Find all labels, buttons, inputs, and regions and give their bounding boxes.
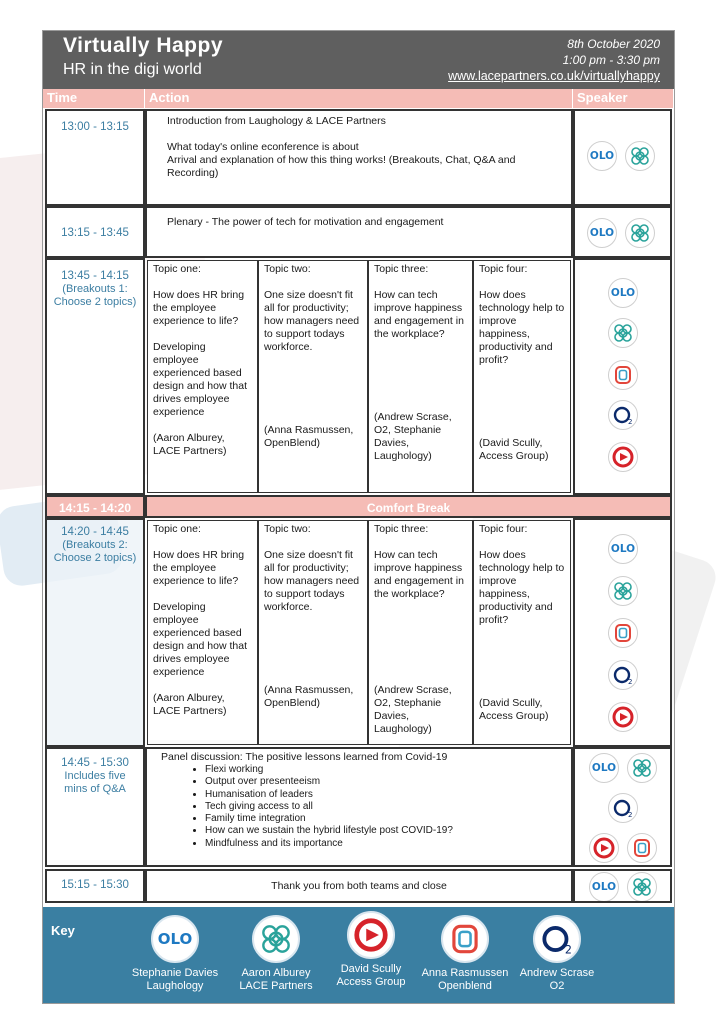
topic-label: Topic three: bbox=[374, 523, 429, 535]
time-cell bbox=[45, 258, 145, 495]
topic-speaker: (Aaron Alburey, LACE Partners) bbox=[153, 432, 227, 457]
lace-partners-logo bbox=[625, 218, 655, 248]
key-company-name: Laughology bbox=[146, 980, 204, 992]
list-item: • Family time integration bbox=[205, 813, 557, 825]
topic-question: How can tech improve happiness and engagement in the workplace? bbox=[374, 289, 464, 340]
intro-line: Introduction from Laughology & LACE Partners bbox=[167, 115, 386, 127]
time-cell bbox=[45, 518, 145, 747]
action-cell bbox=[145, 869, 573, 903]
topic-detail: Developing employee experienced based design and how that drives employee experience bbox=[153, 341, 247, 418]
topic-card bbox=[368, 520, 473, 745]
list-item: • Mindfulness and its importance bbox=[205, 838, 557, 850]
panel-note: Includes five mins of Q&A bbox=[64, 770, 126, 795]
topic-card bbox=[147, 520, 258, 745]
topic-label: Topic four: bbox=[479, 523, 528, 535]
access-group-logo bbox=[608, 442, 638, 472]
session-time: 13:00 - 13:15 bbox=[61, 121, 129, 133]
topic-speaker: (David Scully, Access Group) bbox=[479, 697, 549, 722]
o2-logo bbox=[608, 793, 638, 823]
topic-label: Topic one: bbox=[153, 523, 201, 535]
key-person-name: Aaron Alburey bbox=[241, 967, 311, 979]
event-date: 8th October 2020 bbox=[567, 37, 660, 51]
topic-label: Topic four: bbox=[479, 263, 528, 275]
topic-speaker: (David Scully, Access Group) bbox=[479, 437, 549, 462]
breakout-note: (Breakouts 2: Choose 2 topics) bbox=[53, 539, 137, 564]
laughology-logo: OLO bbox=[587, 141, 617, 171]
topic-card bbox=[258, 260, 368, 493]
key-item-laughology bbox=[125, 915, 225, 993]
svg-text:2: 2 bbox=[628, 418, 633, 426]
openblend-logo bbox=[608, 618, 638, 648]
laughology-logo: OLO bbox=[608, 278, 638, 308]
page-subtitle: HR in the digi world bbox=[63, 61, 202, 78]
key-person-name: David Scully bbox=[340, 963, 402, 975]
key-company-name: Openblend bbox=[438, 980, 492, 992]
intro-line: Arrival and explanation of how this thing works! (Breakouts, Chat, Q&A and Recording) bbox=[167, 154, 516, 179]
topic-speaker: (Andrew Scrase, O2, Stephanie Davies, Laughology) bbox=[374, 684, 452, 735]
header-banner bbox=[43, 31, 674, 89]
key-item-openblend bbox=[415, 915, 515, 993]
topic-question: How does technology help to improve happiness, productivity and profit? bbox=[479, 549, 565, 626]
session-time: 14:45 - 15:30 bbox=[61, 757, 129, 769]
speaker-cell bbox=[573, 206, 672, 258]
openblend-logo bbox=[608, 360, 638, 390]
topic-question: One size doesn't fit all for productivity; how managers need to support todays workforce. bbox=[264, 549, 360, 613]
topic-label: Topic three: bbox=[374, 263, 429, 275]
lace-partners-logo bbox=[608, 318, 638, 348]
list-item: • How can we sustain the hybrid lifestyle post COVID-19? bbox=[205, 825, 557, 837]
key-item-lace-partners bbox=[226, 915, 326, 993]
event-time: 1:00 pm - 3:30 pm bbox=[562, 53, 660, 67]
panel-topic-list bbox=[161, 764, 557, 850]
key-title: Key bbox=[51, 923, 75, 938]
event-url-link[interactable]: www.lacepartners.co.uk/virtuallyhappy bbox=[448, 69, 660, 83]
time-cell bbox=[45, 747, 145, 867]
speaker-cell bbox=[573, 518, 672, 747]
openblend-logo bbox=[441, 915, 489, 963]
topic-label: Topic two: bbox=[264, 523, 311, 535]
access-group-logo bbox=[608, 702, 638, 732]
topic-label: Topic one: bbox=[153, 263, 201, 275]
list-item: • Flexi working bbox=[205, 764, 557, 776]
list-item: • Tech giving access to all bbox=[205, 801, 557, 813]
plenary-text: Plenary - The power of tech for motivation and engagement bbox=[167, 216, 444, 228]
page-title: Virtually Happy bbox=[63, 34, 223, 57]
laughology-logo: OLO bbox=[589, 753, 619, 783]
time-cell bbox=[45, 869, 145, 903]
topic-speaker: (Anna Rasmussen, OpenBlend) bbox=[264, 424, 354, 449]
key-person-name: Anna Rasmussen bbox=[421, 967, 509, 979]
action-cell bbox=[145, 747, 573, 867]
action-cell bbox=[145, 206, 573, 258]
key-company-name: Access Group bbox=[336, 976, 406, 988]
session-time: 13:45 - 14:15 bbox=[61, 270, 129, 282]
close-text: Thank you from both teams and close bbox=[271, 880, 447, 892]
session-time: 13:15 - 13:45 bbox=[61, 227, 129, 239]
topic-speaker: (Aaron Alburey, LACE Partners) bbox=[153, 692, 227, 717]
key-person-name: Andrew Scrase bbox=[519, 967, 595, 979]
access-group-logo bbox=[347, 911, 395, 959]
lace-partners-logo bbox=[252, 915, 300, 963]
action-cell bbox=[145, 109, 573, 206]
topic-label: Topic two: bbox=[264, 263, 311, 275]
lace-partners-logo bbox=[627, 872, 657, 902]
agenda-page bbox=[42, 30, 675, 1004]
topic-speaker: (Andrew Scrase, O2, Stephanie Davies, Laughology) bbox=[374, 411, 452, 462]
key-company-name: O2 bbox=[549, 980, 565, 992]
breakout-note: (Breakouts 1: Choose 2 topics) bbox=[53, 283, 137, 308]
lace-partners-logo bbox=[625, 141, 655, 171]
key-legend bbox=[43, 907, 674, 1003]
speaker-cell bbox=[573, 747, 672, 867]
key-item-o2 bbox=[507, 915, 607, 993]
laughology-logo: OLO bbox=[608, 534, 638, 564]
laughology-logo: OLO bbox=[587, 218, 617, 248]
topic-detail: Developing employee experienced based design and how that drives employee experience bbox=[153, 601, 247, 678]
o2-logo bbox=[608, 660, 638, 690]
session-time: 14:20 - 14:45 bbox=[61, 526, 129, 538]
speaker-cell bbox=[573, 869, 672, 903]
speaker-cell bbox=[573, 258, 672, 495]
key-person-name: Stephanie Davies bbox=[131, 967, 219, 979]
column-header-action: Action bbox=[145, 89, 573, 108]
lace-partners-logo bbox=[608, 576, 638, 606]
time-cell bbox=[45, 109, 145, 206]
topic-question: How does HR bring the employee experience to life? bbox=[153, 289, 245, 327]
column-header-speaker: Speaker bbox=[573, 89, 674, 108]
key-company-name: LACE Partners bbox=[239, 980, 313, 992]
access-group-logo bbox=[589, 833, 619, 863]
topic-card bbox=[258, 520, 368, 745]
topic-question: How does technology help to improve happiness, productivity and profit? bbox=[479, 289, 565, 366]
time-cell bbox=[45, 206, 145, 258]
svg-text:2: 2 bbox=[564, 943, 572, 957]
topic-question: How can tech improve happiness and engagement in the workplace? bbox=[374, 549, 464, 600]
session-time: 15:15 - 15:30 bbox=[61, 879, 129, 891]
svg-text:2: 2 bbox=[628, 678, 633, 686]
speaker-cell bbox=[573, 109, 672, 206]
list-item: • Humanisation of leaders bbox=[205, 789, 557, 801]
o2-logo bbox=[533, 915, 581, 963]
lace-partners-logo bbox=[627, 753, 657, 783]
topic-card bbox=[368, 260, 473, 493]
topic-card bbox=[473, 520, 571, 745]
topic-card bbox=[147, 260, 258, 493]
topic-card bbox=[473, 260, 571, 493]
break-time: 14:15 - 14:20 bbox=[45, 495, 145, 518]
laughology-logo: OLO bbox=[589, 872, 619, 902]
svg-text:2: 2 bbox=[628, 811, 633, 819]
laughology-logo: OLO bbox=[151, 915, 199, 963]
column-header-time: Time bbox=[43, 89, 145, 108]
o2-logo bbox=[608, 400, 638, 430]
topic-speaker: (Anna Rasmussen, OpenBlend) bbox=[264, 684, 354, 709]
openblend-logo bbox=[627, 833, 657, 863]
comfort-break-label: Comfort Break bbox=[145, 495, 672, 518]
key-item-access-group bbox=[321, 911, 421, 989]
list-item: • Output over presenteeism bbox=[205, 776, 557, 788]
topic-question: How does HR bring the employee experience to life? bbox=[153, 549, 245, 587]
intro-line: What today's online econference is about bbox=[167, 141, 359, 153]
topic-question: One size doesn't fit all for productivity; how managers need to support todays workforce. bbox=[264, 289, 360, 353]
panel-title: Panel discussion: The positive lessons learned from Covid-19 bbox=[161, 751, 448, 763]
